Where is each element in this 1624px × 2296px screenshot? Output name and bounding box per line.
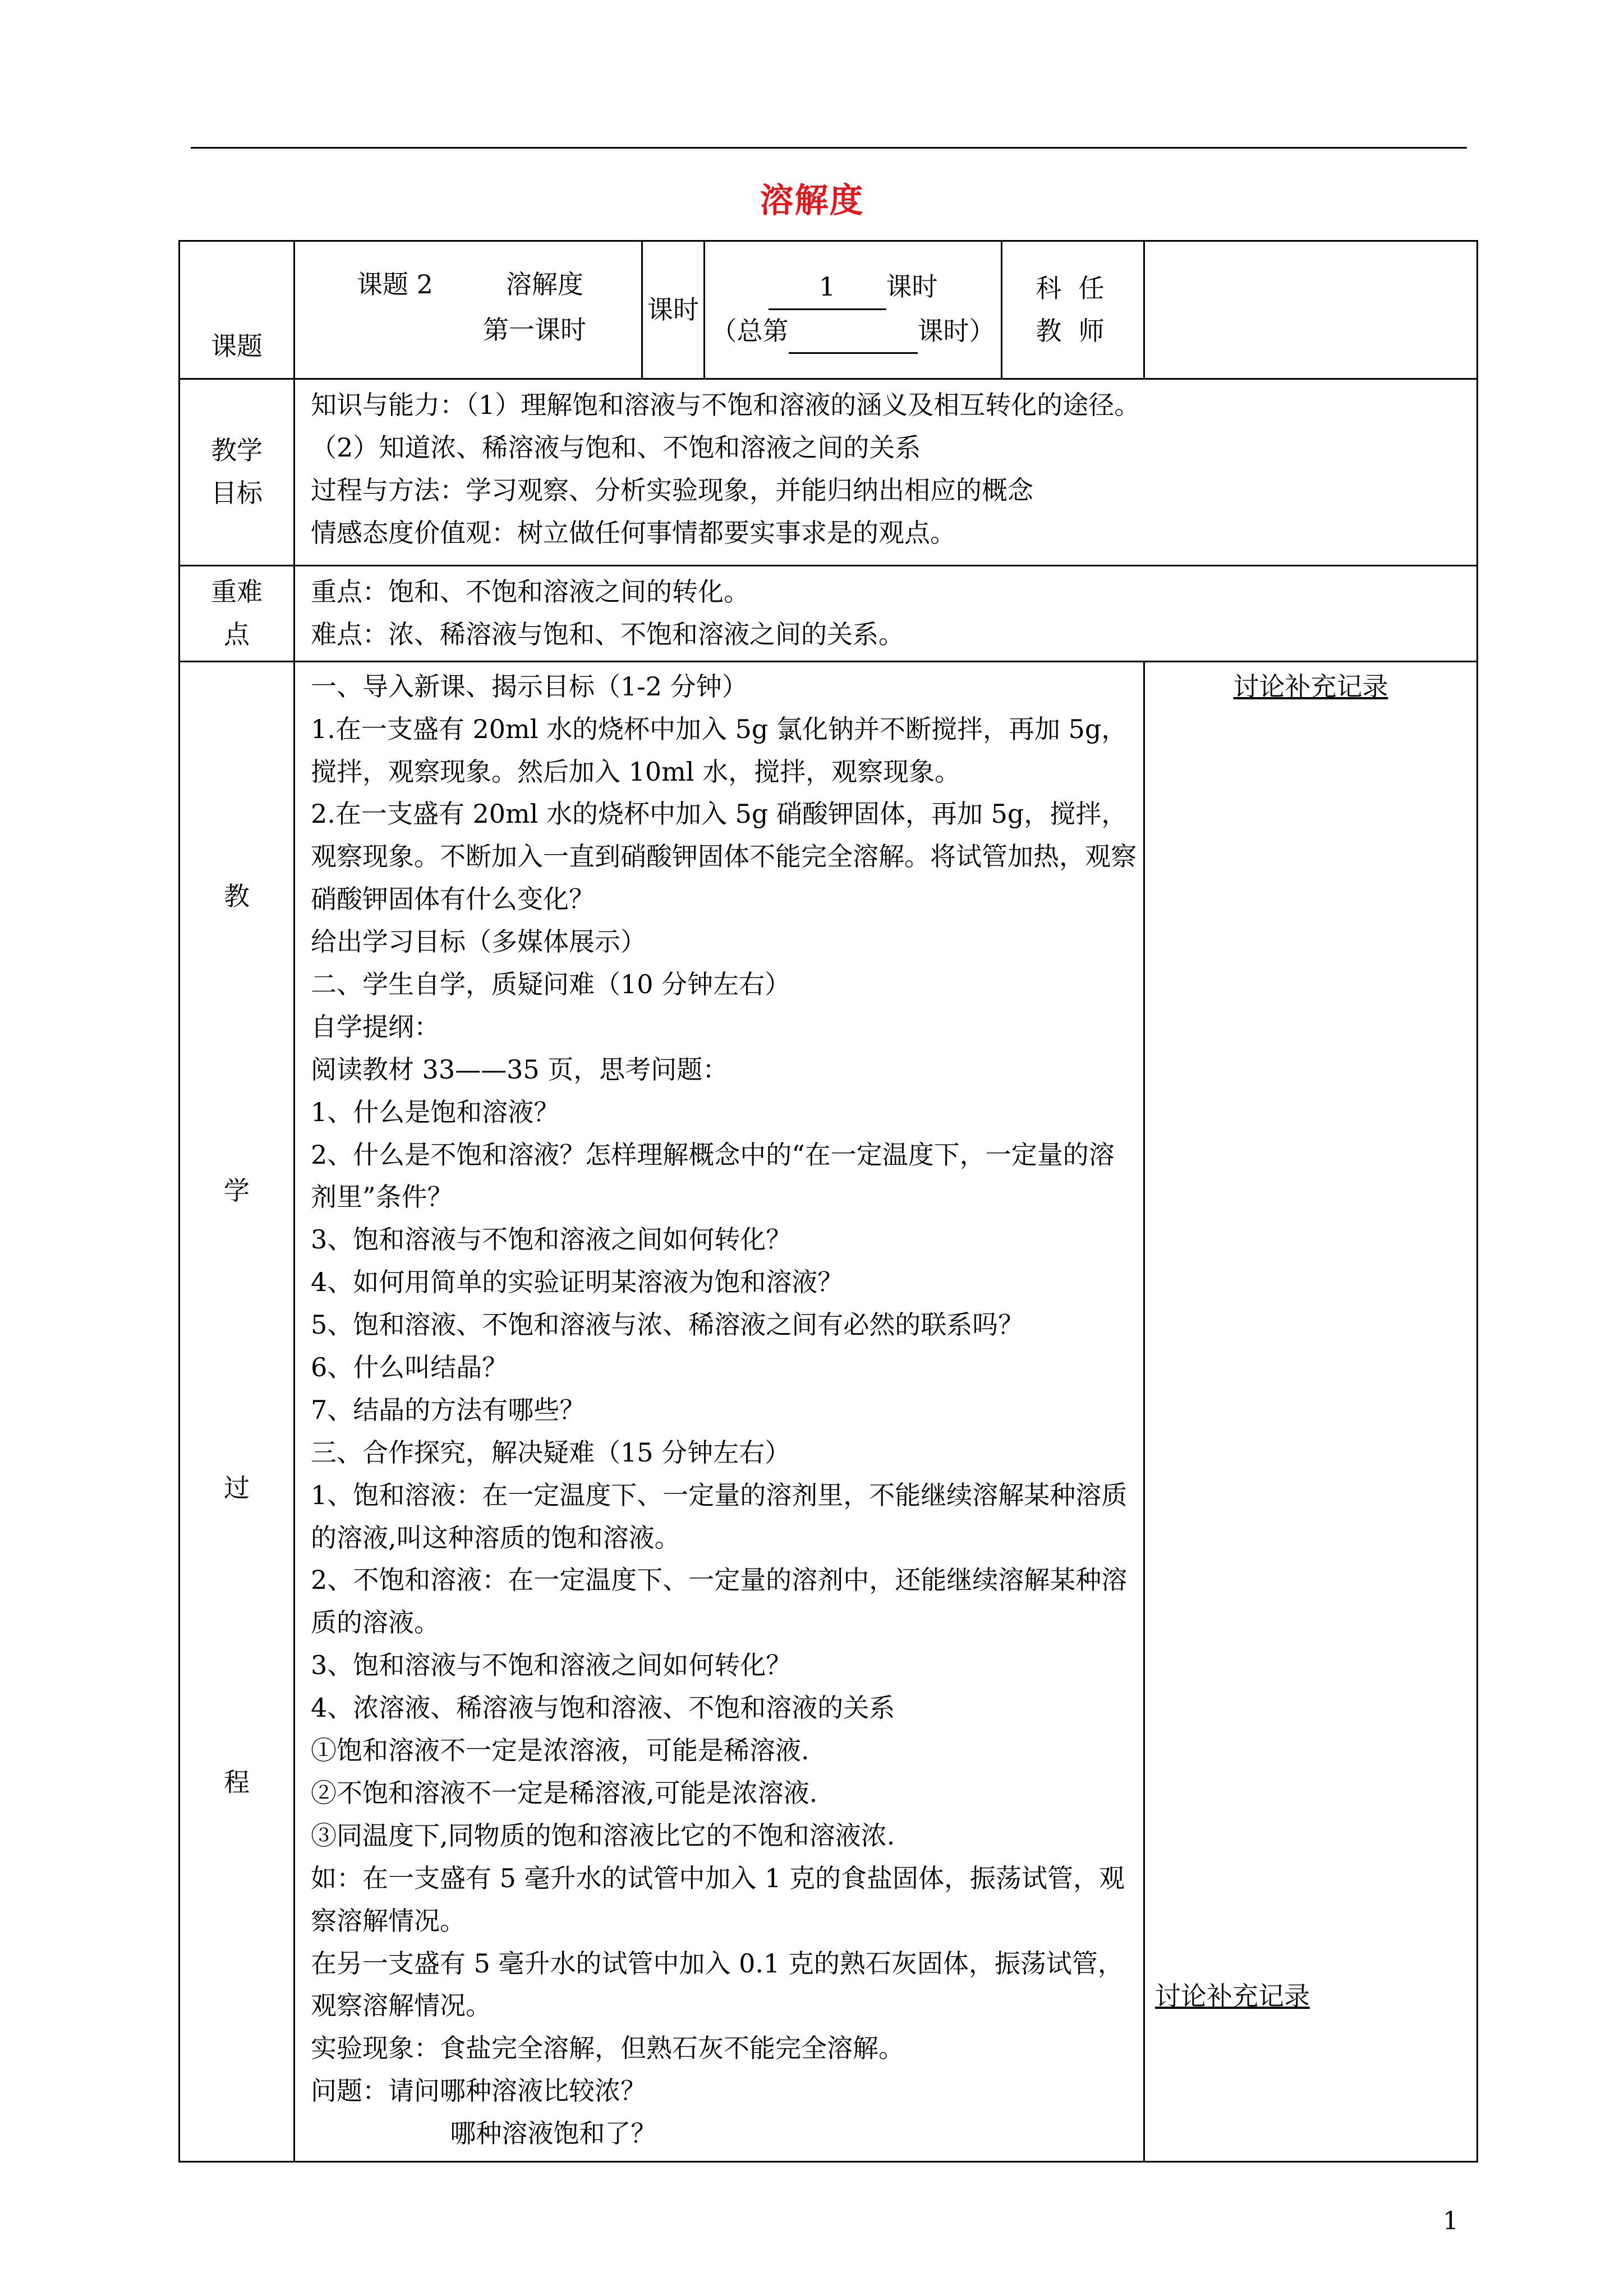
keypoints-content	[295, 566, 1478, 662]
goal-item: 知识与能力：（1）理解饱和溶液与不饱和溶液的涵义及相互转化的途径。	[311, 390, 1140, 420]
period-unit: 课时	[886, 271, 938, 302]
period-label: 课时	[642, 241, 705, 379]
teacher-label-line2: 教师	[1036, 315, 1121, 346]
keypoints-label-line2: 点	[224, 619, 250, 649]
process-line: 1.在一支盛有 20ml 水的烧杯中加入 5g 氯化钠并不断搅拌，再加 5g，搅拌，观察现象。然后加入 10ml 水，搅拌，观察现象。	[311, 713, 1128, 787]
teacher-name-cell	[1144, 241, 1478, 379]
process-row	[180, 661, 1478, 2161]
goals-label	[180, 379, 295, 566]
process-line: 阅读教材 33——35 页，思考问题：	[311, 1054, 729, 1085]
process-line: 二、学生自学，质疑问难（10 分钟左右）	[311, 969, 791, 1000]
goals-content	[295, 379, 1478, 566]
topic-number: 课题 2	[357, 269, 433, 299]
keypoints-row	[180, 566, 1478, 662]
process-line: 给出学习目标（多媒体展示）	[311, 926, 646, 957]
process-label-char: 学	[224, 1175, 250, 1206]
process-label-char: 教	[224, 880, 250, 911]
goal-item: （2）知道浓、稀溶液与饱和、不饱和溶液之间的关系	[311, 432, 921, 463]
period-total-prefix: （总第	[711, 315, 789, 346]
process-line: 6、什么叫结晶？	[311, 1352, 508, 1383]
process-line: ①饱和溶液不一定是浓溶液，可能是稀溶液.	[311, 1735, 809, 1766]
process-line: 1、饱和溶液：在一定温度下、一定量的溶剂里，不能继续溶解某种溶质的溶液,叫这种溶质的饱和溶液。	[311, 1479, 1128, 1553]
process-line: 自学提纲：	[311, 1011, 440, 1042]
process-label-char: 过	[224, 1472, 250, 1503]
process-line: 实验现象：食盐完全溶解，但熟石灰不能完全溶解。	[311, 2033, 904, 2064]
topic-lesson: 第一课时	[483, 314, 586, 345]
discussion-note-top: 讨论补充记录	[1233, 671, 1388, 702]
process-line: 5、饱和溶液、不饱和溶液与浓、稀溶液之间有必然的联系吗？	[311, 1310, 1024, 1340]
process-line: 三、合作探究，解决疑难（15 分钟左右）	[311, 1437, 791, 1468]
goals-label-line1: 教学	[211, 435, 263, 466]
process-line: ②不饱和溶液不一定是稀溶液,可能是浓溶液.	[311, 1777, 818, 1808]
process-line: 2、不饱和溶液：在一定温度下、一定量的溶剂中，还能继续溶解某种溶质的溶液。	[311, 1565, 1128, 1638]
process-line: 一、导入新课、揭示目标（1-2 分钟）	[311, 671, 748, 702]
goals-label-line2: 目标	[211, 478, 263, 508]
header-rule	[191, 147, 1467, 149]
process-line: 4、如何用简单的实验证明某溶液为饱和溶液？	[311, 1267, 844, 1298]
goal-item: 情感态度价值观：树立做任何事情都要实事求是的观点。	[311, 517, 956, 548]
process-line: 1、什么是饱和溶液？	[311, 1096, 560, 1127]
process-line: 2.在一支盛有 20ml 水的烧杯中加入 5g 硝酸钾固体，再加 5g，搅拌，观察现象。不断加入一直到硝酸钾固体不能完全溶解。将试管加热，观察硝酸钾固体有什么变化？	[311, 799, 1137, 915]
process-line: 如：在一支盛有 5 毫升水的试管中加入 1 克的食盐固体，振荡试管，观察溶解情况。	[311, 1862, 1125, 1936]
discussion-note-bottom: 讨论补充记录	[1155, 1981, 1310, 2012]
process-line: 7、结晶的方法有哪些？	[311, 1394, 586, 1425]
process-label-char: 程	[224, 1767, 250, 1797]
topic-cell	[295, 241, 642, 379]
topic-row	[180, 241, 1478, 379]
process-line: 在另一支盛有 5 毫升水的试管中加入 0.1 克的熟石灰固体，振荡试管，观察溶解情况。	[311, 1948, 1124, 2021]
teacher-label-line1: 科任	[1036, 273, 1121, 303]
period-total-suffix: 课时）	[917, 315, 995, 346]
document-title: 溶解度	[760, 181, 864, 220]
keypoints-label	[180, 566, 295, 662]
keypoint-item: 难点：浓、稀溶液与饱和、不饱和溶液之间的关系。	[311, 619, 904, 649]
process-line: 2、什么是不饱和溶液？怎样理解概念中的“在一定温度下，一定量的溶剂里”条件？	[311, 1139, 1115, 1212]
process-line: 3、饱和溶液与不饱和溶液之间如何转化？	[311, 1650, 792, 1681]
keypoints-label-line1: 重难	[211, 577, 263, 607]
process-label	[180, 661, 295, 2161]
period-count: 1	[769, 266, 886, 310]
topic-label: 课题	[180, 241, 295, 379]
process-line: 问题：请问哪种溶液比较浓？	[311, 2076, 646, 2106]
discussion-column	[1144, 661, 1478, 2161]
process-line: 4、浓溶液、稀溶液与饱和溶液、不饱和溶液的关系	[311, 1693, 895, 1723]
period-cell	[705, 241, 1002, 379]
page-number: 1	[1443, 2207, 1459, 2235]
teacher-label	[1002, 241, 1144, 379]
process-content	[295, 661, 1144, 2161]
process-line: 3、饱和溶液与不饱和溶液之间如何转化？	[311, 1224, 792, 1255]
process-line: 哪种溶液饱和了？	[450, 2118, 657, 2149]
lesson-plan-table	[178, 240, 1478, 2163]
period-total-blank	[789, 310, 918, 354]
goals-row	[180, 379, 1478, 566]
goal-item: 过程与方法：学习观察、分析实验现象，并能归纳出相应的概念	[311, 474, 1033, 505]
process-line: ③同温度下,同物质的饱和溶液比它的不饱和溶液浓.	[311, 1820, 895, 1851]
topic-name: 溶解度	[505, 269, 583, 299]
keypoint-item: 重点：饱和、不饱和溶液之间的转化。	[311, 577, 749, 607]
